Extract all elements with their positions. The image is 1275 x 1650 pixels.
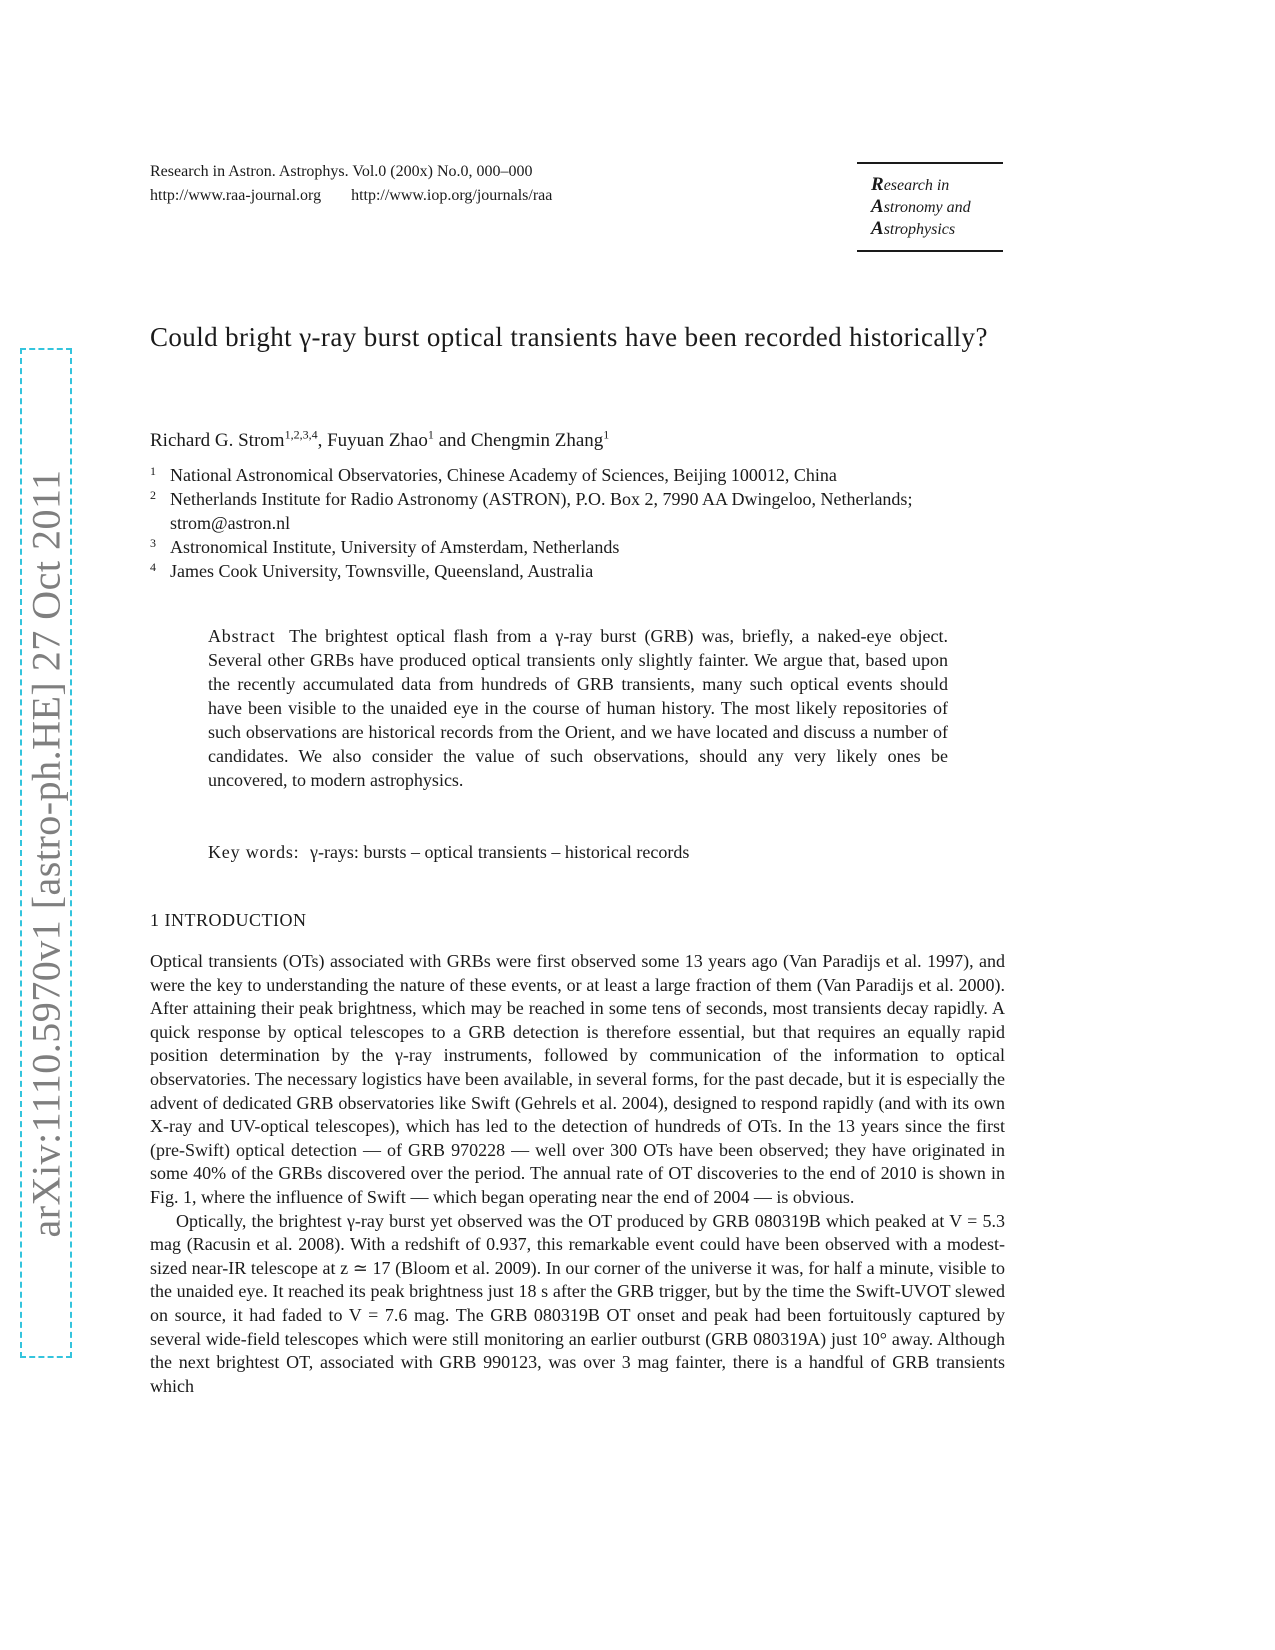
affiliation-number: 1 [150, 464, 156, 478]
keywords-text: γ-rays: bursts – optical transients – historical records [310, 842, 690, 862]
author-name: Fuyuan Zhao [327, 430, 428, 451]
affiliation-number: 2 [150, 488, 156, 502]
section-body [150, 950, 1005, 1398]
body-paragraph: Optically, the brightest γ-ray burst yet observed was the OT produced by GRB 080319B which peaked at V = 5.3 mag (Racusin et al. 2008). With a redshift of 0.937, this remarkable event could have been observed with a modest-sized near-IR telescope at z ≃ 17 (Bloom et al. 2009). In our corner of the universe it was, for half a minute, visible to the unaided eye. It reached its peak brightness just 18 s after the GRB trigger, but by the time the Swift-UVOT slewed on source, it had faded to V = 7.6 mag. The GRB 080319B OT onset and peak had been fortuitously captured by several wide-field telescopes which were still monitoring an earlier outburst (GRB 080319A) just 10° away. Although the next brightest OT, associated with GRB 990123, was over 3 mag fainter, there is a handful of GRB transients which [150, 1210, 1005, 1396]
abstract-label: Abstract [208, 626, 276, 646]
logo-cap-a1: A [871, 196, 884, 217]
affiliation-item [150, 559, 1010, 583]
affiliation-text: Astronomical Institute, University of Amsterdam, Netherlands [170, 537, 620, 557]
affiliation-list [150, 463, 1010, 583]
logo-cap-r: R [871, 174, 884, 195]
journal-citation: Research in Astron. Astrophys. Vol.0 (200x) No.0, 000–000 [150, 163, 533, 180]
affiliation-number: 3 [150, 536, 156, 550]
arxiv-id: arXiv:1110.5970v1 [astro-ph.HE] 27 Oct 2011 [23, 468, 69, 1238]
author-separator: , [317, 430, 328, 451]
keywords-label: Key words: [208, 842, 300, 862]
affiliation-text: Netherlands Institute for Radio Astronomy (ASTRON), P.O. Box 2, 7990 AA Dwingeloo, Netherlands; strom@astron.nl [170, 489, 913, 533]
arxiv-stamp [20, 348, 72, 1358]
author-name: Chengmin Zhang [470, 430, 604, 451]
journal-url-raa[interactable]: http://www.raa-journal.org [150, 187, 322, 204]
paper-title: Could bright γ-ray burst optical transients have been recorded historically? [150, 322, 988, 352]
affiliation-item [150, 463, 1010, 487]
section-title: INTRODUCTION [164, 910, 307, 930]
affiliation-item [150, 487, 1010, 535]
author-name: Richard G. Strom [150, 430, 285, 451]
author-affil-marks: 1 [427, 427, 434, 442]
section-number: 1 [150, 910, 160, 930]
affiliation-item [150, 535, 1010, 559]
author-affil-marks: 1,2,3,4 [284, 427, 318, 442]
affiliation-number: 4 [150, 560, 156, 574]
logo-line-3: strophysics [883, 221, 956, 238]
affiliation-text: National Astronomical Observatories, Chinese Academy of Sciences, Beijing 100012, China [170, 465, 837, 485]
affiliation-text: James Cook University, Townsville, Queensland, Australia [170, 561, 594, 581]
logo-line-2: stronomy and [883, 199, 971, 216]
journal-header [150, 160, 552, 208]
logo-cap-a2: A [871, 218, 884, 239]
body-paragraph: Optical transients (OTs) associated with GRBs were first observed some 13 years ago (Van Paradijs et al. 1997), and were the key to understanding the nature of these events, or at least a large fraction of them (Van Paradijs et al. 2000). After attaining their peak brightness, which may be reached in some tens of seconds, most transients decay rapidly. A quick response by optical telescopes to a GRB detection is therefore essential, but that requires an equally rapid position determination by the γ-ray instruments, followed by communication of the information to optical observatories. The necessary logistics have been available, in several forms, for the past decade, but it is especially the advent of dedicated GRB observatories like Swift (Gehrels et al. 2004), designed to respond rapidly (and with its own X-ray and UV-optical telescopes), which has led to the detection of hundreds of OTs. In the 13 years since the first (pre-Swift) optical detection — of GRB 970228 — well over 300 OTs have been observed; they have originated in some 40% of the GRBs discovered over the period. The annual rate of OT discoveries to the end of 2010 is shown in Fig. 1, where the influence of Swift — which began operating near the end of 2004 — is obvious. [150, 951, 1005, 1207]
logo-line-1: esearch in [883, 177, 950, 194]
keywords [208, 840, 689, 864]
journal-url-iop[interactable]: http://www.iop.org/journals/raa [351, 187, 553, 204]
author-separator: and [433, 430, 471, 451]
abstract [208, 624, 948, 792]
author-affil-marks: 1 [603, 427, 610, 442]
section-heading [150, 908, 306, 932]
journal-logo [857, 162, 1003, 252]
abstract-text: The brightest optical flash from a γ-ray burst (GRB) was, briefly, a naked-eye object. Several other GRBs have produced optical transients only slightly fainter. We argue that, based upon the recently accumulated data from hundreds of GRB transients, many such optical events should have been visible to the unaided eye in the course of human history. The most likely repositories of such observations are historical records from the Orient, and we have located and discuss a number of candidates. We also consider the value of such observations, should any very likely ones be uncovered, to modern astrophysics. [208, 626, 948, 790]
author-list [150, 428, 609, 454]
